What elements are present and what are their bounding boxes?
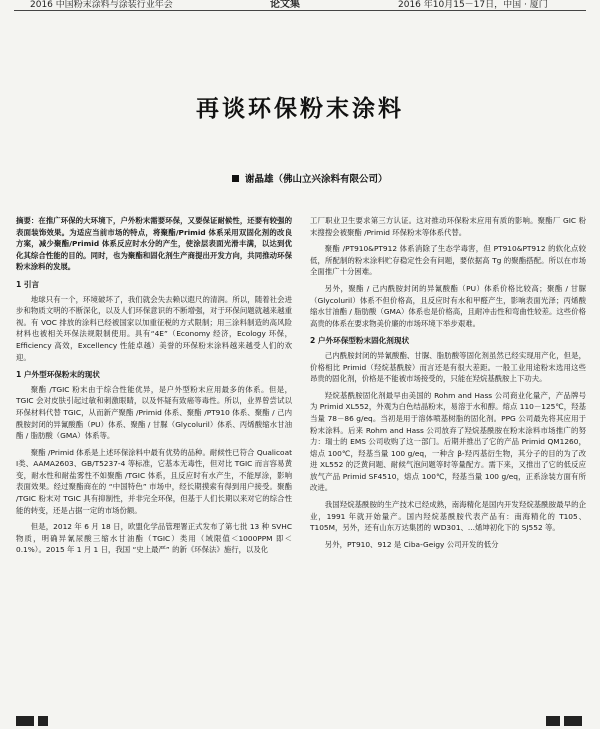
running-header: [0, 0, 600, 14]
paragraph: 但是，2012 年 6 月 18 日，欧盟化学品管理署正式发布了第七批 13 种 SVHC 物质，明确异氰尿酸三缩水甘油酯（TGIC）类用（域限值＜1000PPM 即＜0.1%）。2015 年 1 月 1 日，我国 “史上最严” 的新《环保法》施行，以及化: [16, 522, 292, 555]
paragraph: 羟烷基酰胺固化剂最早由美国的 Rohm and Hass 公司商业化量产，产品牌号为 Primid XL552，外观为白色结晶粉末，易溶于水和醇。熔点 110－125℃，羟基当量 78－86 g/eq。当初是用于溶体喷基树脂的固化剂。PPG 公司最先将其应用于粉末涂料。后来 Rohm and Hass 公司放弃了羟烷基酰胺在粉末涂料市场推广的努力：瑞士的 EMS 公司收购了这一部门。后期并推出了它的产品 Primid QM1260，熔点 100℃，羟基当量 100 g/eq，一种含 β-羟丙基衍生物，其分子的目的为了改进 XL552 的泛黄问题、耐候气泡问题等时等量配方。需下来，又推出了它的低反应放气产品 Primid SF4510，熔点 100℃，羟基当量 100 g/eq，正系涂装方面有所改进。: [310, 390, 586, 493]
section-heading-introduction: 1 引言: [16, 279, 40, 289]
paragraph: 另外，聚酯 / 己内酰胺封闭的异氰酸酯（PU）体系价格比较高；聚酯 / 甘脲（Glycoluril）体系不但价格高，且反应时有水和甲醛产生，影响表面光泽；丙烯酸缩水甘油酯 / 脂肪酸（GMA）体系也是价格高，且耐冲击性和弯曲性较差。这些价格高贵的体系在要求物美价廉的市场环境下举步艰难。: [310, 283, 586, 328]
bullet-icon: [232, 175, 239, 182]
header-date-place: 2016 年10月15－17日，中国 · 厦门: [398, 0, 548, 10]
paragraph: 地球只有一个，环境破坏了，我们就会失去赖以遐尺的清润。所以，随着社会进步和物质文明的不断深化，以及人们环保意识的不断增强，对于环保问题就越来越重视。有 VOC 排放的涂料已经被国家以加重征税的方式限制；用三涂料制造的高风险材料也被相关环保法规限制使用。具有“4E”（Economy 经济，Ecology 环保，Efficiency 高效，Excellency 性能卓越）美誉的环保粉末涂料越来越受人们的欢迎。: [16, 294, 292, 362]
paragraph: 我国羟烷基酰胺的生产技术已经成熟，南海精化是国内开发羟烷基酰胺最早的企业，1991 年就开始量产。国内羟烷基酰胺代表产品有：南海精化的 T105、T105M，另外，还有山东万达集团的 WD301、...烯坤初化下的 SJ552 等。: [310, 500, 586, 533]
paragraph: 己内酰胺封闭的异氰酸酯、甘脲、脂肪酸等固化剂虽然已经实现用产化，但是，价格相比 Primid（羟烷基酰胺）而言还是有很大差距。一般工业用途粉末选用这些昂贵的固化剂，价格是不能被市场接受的，只能在羟烷基酰胺上下功夫。: [310, 350, 586, 384]
article-title: 再谈环保粉末涂料: [196, 95, 404, 122]
author-byline: [232, 171, 388, 185]
author-name: 谢晶雄（佛山立兴涂料有限公司）: [245, 174, 388, 185]
paragraph: 聚酯 /PT910&PT912 体系消除了生态学毒害，但 PT910&PT912 的软化点较低，所配制的粉末涂料贮存稳定性会有问题，要依据高 Tg 的聚酯搭配。所以在市场全面推广十分困难。: [310, 244, 586, 277]
section-heading-status: 1 户外型环保粉末的现状: [16, 370, 100, 380]
header-conference: 2016 中国粉末涂料与涂装行业年会: [30, 0, 173, 10]
right-column: [310, 215, 586, 555]
footer-mark: [16, 716, 34, 726]
header-section: 论文集: [270, 0, 300, 10]
section-heading-curing-agents: 2 户外环保型粉末固化剂现状: [310, 336, 410, 346]
abstract-text: 在推广环保的大环境下，户外粉末需要环保，又要保证耐候性，还要有较强的表面装饰效果。为适应当前市场的特点，将聚酯/Primid 体系采用双固化剂的改良方案，减少聚酯/Primid 体系反应时水分的产生，使涂层表面光滑丰满，以达到优化其综合性能的目的。同时，也为聚酯和固化剂生产商提出开发方向，共同推动环保粉末涂料的发展。: [16, 216, 292, 272]
footer-scan-marks: [0, 714, 600, 729]
paragraph: 工厂职业卫生要求第三方认证。这对推动环保粉末应用有质的影响。聚酯厂 GIC 粉末搜搜会被聚酯 /Primid 环保粉末等体系代替。: [310, 216, 586, 237]
header-rule: [14, 10, 586, 11]
abstract-label: 摘要：: [16, 216, 39, 225]
paragraph: 另外，PT910、912 是 Ciba-Geigy 公司开发的低分: [324, 539, 499, 549]
paragraph: 聚酯 /TGIC 粉末由于综合性能优异，是户外型粉末应用最多的体系。但是，TGIC 会对皮肤引起过敏和刺激眼睛，以及怀疑有致癌等毒性。所以，业界曾尝试以环保材料代替 TGIC，从而新产聚酯 /Primid 体系、聚酯 /PT910 体系、聚酯 / 己内酰胺封闭的异氰酸酯（PU）体系、聚酯 / 甘脲（Glycoluril）体系、丙烯酸缩水甘油酯 / 脂肪酸（GMA）体系等。: [16, 384, 292, 441]
footer-mark: [38, 716, 48, 726]
left-column: [16, 215, 292, 561]
footer-mark: [546, 716, 560, 726]
paragraph: 聚酯 /Primid 体系是上述环保涂料中最有优势的品种。耐候性已符合 Qualicoat Ⅰ类、AAMA2603、GB/T5237-4 等标准，它基本无毒性，但对比 TGIC 而言容易黄变，耐水性和耐盐雾性不如聚酯 /TGIC 体系，且反应时有水产生，不能厚涂，影响表面效果。经过聚酯商在的 “中国特色” 市场中，经长期摸索有得到用户接受。聚酯 /TGIC 粉末对 TGIC 具有抑制性，并非完全环保，但基于人们长期以来对它的综合性能的转变，还是占据一定的市场份额。: [16, 447, 292, 515]
footer-mark: [564, 716, 582, 726]
abstract: [16, 215, 292, 273]
